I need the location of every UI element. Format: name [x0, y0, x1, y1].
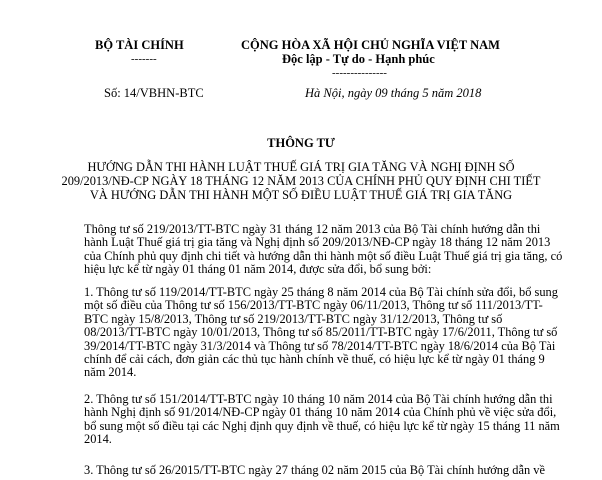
- text-line: chính để cải cách, đơn giản các thủ tục hành chính về thuế, có hiệu lực kể từ ngày 01 tháng 9: [84, 352, 545, 367]
- list-item-2: [84, 393, 584, 447]
- text-line: một số điều của Thông tư số 156/2013/TT-BTC ngày 06/11/2013, Thông tư số 111/2013/TT-: [84, 298, 543, 313]
- document-title: [0, 160, 602, 203]
- text-line: BTC ngày 15/8/2013, Thông tư số 219/2013/TT-BTC ngày 31/12/2013, Thông tư số: [84, 311, 503, 326]
- ministry-name: BỘ TÀI CHÍNH: [95, 38, 184, 52]
- document-type: THÔNG TƯ: [267, 136, 335, 150]
- title-line: 209/2013/NĐ-CP NGÀY 18 THÁNG 12 NĂM 2013 CỦA CHÍNH PHỦ QUY ĐỊNH CHI TIẾT: [61, 174, 541, 189]
- text-line: năm 2014.: [84, 365, 137, 380]
- text-line: bổ sung một số điều tại các Nghị định quy định về thuế, có hiệu lực kể từ ngày 15 tháng 11 năm: [84, 418, 560, 433]
- title-line: HƯỚNG DẪN THI HÀNH LUẬT THUẾ GIÁ TRỊ GIA TĂNG VÀ NGHỊ ĐỊNH SỐ: [87, 160, 515, 174]
- text-line: 2. Thông tư số 151/2014/TT-BTC ngày 10 tháng 10 năm 2014 của Bộ Tài chính hướng dẫn thi: [84, 392, 553, 406]
- motto: Độc lập - Tự do - Hạnh phúc: [282, 52, 435, 66]
- text-line: 3. Thông tư số 26/2015/TT-BTC ngày 27 tháng 02 năm 2015 của Bộ Tài chính hướng dẫn về: [84, 463, 545, 477]
- place-and-date: Hà Nội, ngày 09 tháng 5 năm 2018: [305, 86, 482, 100]
- text-line: 08/2013/TT-BTC ngày 10/01/2013, Thông tư số 85/2011/TT-BTC ngày 17/6/2011, Thông tư số: [84, 325, 558, 340]
- text-line: hành Luật Thuế giá trị gia tăng và Nghị định số 209/2013/NĐ-CP ngày 18 tháng 12 năm 2013: [84, 235, 551, 250]
- text-line: hiệu lực kể từ ngày 01 tháng 01 năm 2014, được sửa đổi, bổ sung bởi:: [84, 262, 432, 277]
- text-line: 1. Thông tư số 119/2014/TT-BTC ngày 25 tháng 8 năm 2014 của Bộ Tài chính sửa đổi, bổ sung: [84, 285, 558, 299]
- list-item-3: [84, 464, 584, 477]
- title-line: VÀ HƯỚNG DẪN THI HÀNH MỘT SỐ ĐIỀU LUẬT THUẾ GIÁ TRỊ GIA TĂNG: [89, 188, 513, 203]
- text-line: Thông tư số 219/2013/TT-BTC ngày 31 tháng 12 năm 2013 của Bộ Tài chính hướng dẫn thi: [84, 222, 541, 236]
- list-item-1: [84, 286, 584, 380]
- text-line: của Chính phủ quy định chi tiết và hướng dẫn thi hành một số điều Luật Thuế giá trị gia tăng, có: [84, 248, 563, 263]
- motto-divider: ---------------: [332, 67, 387, 79]
- document-number: Số: 14/VBHN-BTC: [104, 86, 204, 100]
- intro-paragraph: [84, 223, 584, 277]
- text-line: hành Nghị định số 91/2014/NĐ-CP ngày 01 tháng 10 năm 2014 của Chính phủ về việc sửa đổi,: [84, 405, 557, 420]
- nation-name: CỘNG HÒA XÃ HỘI CHỦ NGHĨA VIỆT NAM: [241, 38, 500, 52]
- ministry-divider: -------: [131, 53, 157, 65]
- text-line: 39/2014/TT-BTC ngày 31/3/2014 và Thông tư số 78/2014/TT-BTC ngày 18/6/2014 của Bộ Tài: [84, 338, 556, 353]
- text-line: 2014.: [84, 432, 112, 447]
